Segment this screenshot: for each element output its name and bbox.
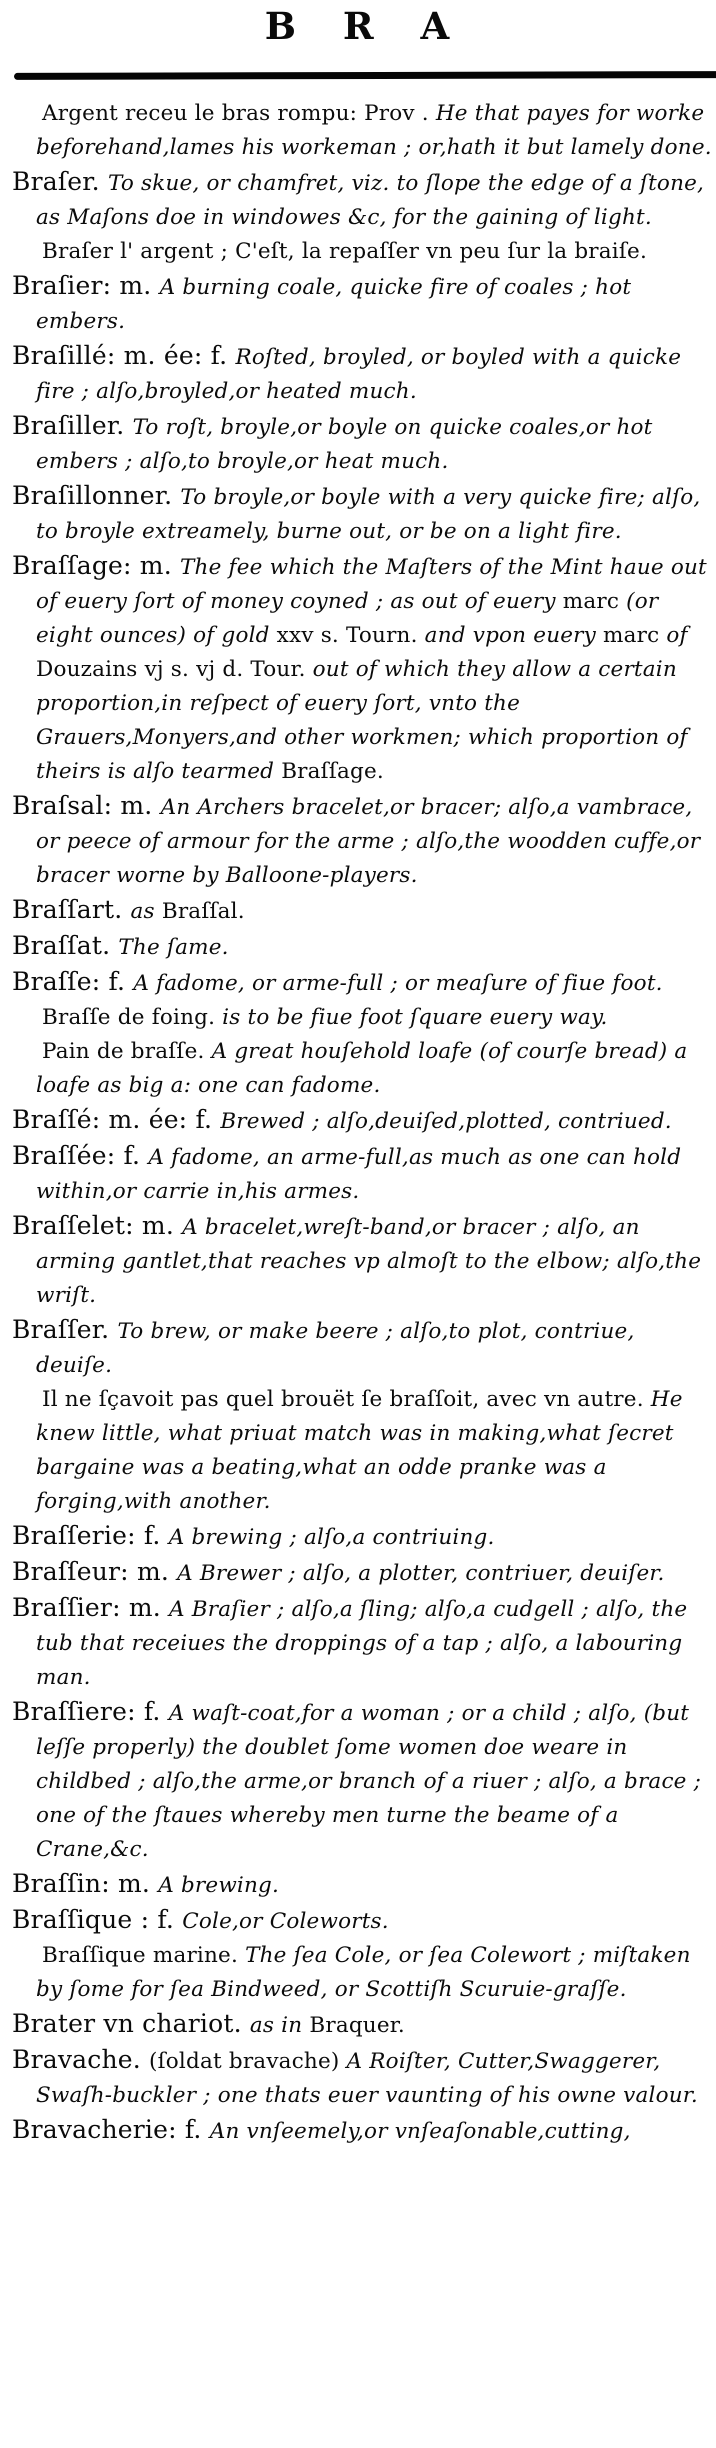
entry-headword: Braſillé: m. ée: f.: [12, 341, 236, 370]
entry-text-segment: He that payes for worke beforehand,lames his workeman ; or,hath it but lamely done.: [36, 101, 712, 160]
entry-text-segment: An vnſeemely,or vnſeaſonable,cutting,: [209, 2119, 631, 2144]
entry-text-segment: marc: [603, 623, 667, 648]
dictionary-entry: [6, 965, 714, 1001]
entry-text-segment: Braſer l' argent ; C'eſt, la repaſſer vn peu ſur la braiſe.: [42, 239, 647, 264]
entry-text-segment: An Archers bracelet,or bracer; alſo,a vambrace, or peece of armour for the arme ; alſo,the woodden cuffe,or bracer worne by Balloone-players.: [36, 795, 701, 888]
entry-text-segment: Roſted, broyled, or boyled with a quicke fire ; alſo,broyled,or heated much.: [36, 345, 682, 404]
entry-headword: Braſſiere: f.: [12, 1697, 169, 1726]
dictionary-entry: [6, 1209, 714, 1313]
dictionary-entry: [6, 1139, 714, 1209]
entry-text-segment: A waſt-coat,for a woman ; or a child ; alſo, (but leſſe properly) the doublet ſome women doe weare in childbed ; alſo,the arme,or branch of a riuer ; alſo, a brace ; one of the ſtaues whereby men turne the beame of a Crane,&c.: [36, 1701, 702, 1862]
dictionary-entry: [6, 1591, 714, 1695]
entry-text-segment: A great houſehold loafe (of courſe bread) a loafe as big a: one can fadome.: [36, 1039, 688, 1098]
entry-headword: Braſſin: m.: [12, 1869, 159, 1898]
entry-text-segment: Braſſal.: [161, 899, 245, 924]
dictionary-entry: [6, 269, 714, 339]
entry-text-segment: The ſea Cole, or ſea Colewort ; miſtaken by ſome for ſea Bindweed, or Scottiſh Scuruie-graſſe.: [36, 1943, 691, 2002]
entry-text-segment: Braſſe de foing.: [42, 1005, 223, 1030]
entry-headword: Braſſé: m. ée: f.: [12, 1105, 221, 1134]
entry-headword: Bravacherie: f.: [12, 2115, 210, 2144]
entry-text-segment: To brew, or make beere ; alſo,to plot, contriue, deuiſe.: [36, 1319, 635, 1378]
entry-headword: Braſer.: [12, 167, 108, 196]
dictionary-entry: [6, 1383, 714, 1519]
dictionary-entry: [6, 1867, 714, 1903]
dictionary-entry: [6, 1519, 714, 1555]
entry-headword: Braſſier: m.: [12, 1593, 170, 1622]
dictionary-entry: [6, 97, 714, 165]
entry-headword: Braſſe: f.: [12, 967, 134, 996]
entry-headword: Braſillonner.: [12, 481, 181, 510]
entry-headword: Braſſeur: m.: [12, 1557, 178, 1586]
dictionary-entry: [6, 789, 714, 893]
dictionary-entry: [6, 1555, 714, 1591]
entry-text-segment: (ſoldat bravache): [149, 2049, 347, 2074]
entry-text-segment: A bracelet,wreſt-band,or bracer ; alſo, an arming gantlet,that reaches vp almoſt to the elbow; alſo,the wriſt.: [36, 1215, 702, 1308]
dictionary-entry: [6, 1103, 714, 1139]
entry-text-segment: A fadome, or arme-full ; or meaſure of fiue foot.: [133, 971, 663, 996]
entry-text-segment: as in: [249, 2013, 310, 2038]
dictionary-entry: [6, 2007, 714, 2043]
dictionary-entry: [6, 409, 714, 479]
entry-text-segment: Braquer.: [309, 2013, 405, 2038]
dictionary-entry: [6, 929, 714, 965]
dictionary-entry: [6, 1035, 714, 1103]
entry-headword: Braſſart.: [12, 895, 131, 924]
entry-text-segment: Brewed ; alſo,deuiſed,plotted, contriued.: [220, 1109, 672, 1134]
dictionary-entry: [6, 549, 714, 789]
dictionary-entry: [6, 1939, 714, 2007]
dictionary-entry: [6, 893, 714, 929]
entry-text-segment: marc: [562, 589, 627, 614]
entry-text-segment: Il ne ſçavoit pas quel brouët ſe braſſoit, avec vn autre.: [42, 1387, 651, 1412]
entry-text-segment: as: [130, 899, 162, 924]
dictionary-entry: [6, 2043, 714, 2113]
entry-text-segment: out of which they allow a certain proportion,in reſpect of euery ſort, vnto the Grauers,Monyers,and other workmen; which proportion of theirs is alſo tearmed: [36, 657, 688, 784]
entry-text-segment: Argent receu le bras rompu: Prov .: [42, 101, 436, 126]
entry-text-segment: The ſame.: [118, 935, 229, 960]
dictionary-entry: [6, 1313, 714, 1383]
entry-text-segment: Pain de braſſe.: [42, 1039, 212, 1064]
entry-text-segment: To broyle,or boyle with a very quicke fire; alſo, to broyle extreamely, burne out, or be on a light fire.: [36, 485, 701, 544]
entry-text-segment: of: [666, 623, 688, 648]
entry-text-segment: To roſt, broyle,or boyle on quicke coales,or hot embers ; alſo,to broyle,or heat much.: [36, 415, 653, 474]
entry-text-segment: A burning coale, quicke fire of coales ; hot embers.: [36, 275, 632, 334]
entry-text-segment: A fadome, an arme-full,as much as one can hold within,or carrie in,his armes.: [36, 1145, 682, 1204]
entry-headword: Braſsal: m.: [12, 791, 161, 820]
dictionary-entry: [6, 165, 714, 235]
dictionary-entry: [6, 1001, 714, 1035]
entry-text-segment: Braſſage.: [281, 759, 384, 784]
entry-text-segment: Braſſique marine.: [42, 1943, 246, 1968]
entry-headword: Braſſer.: [12, 1315, 118, 1344]
entry-headword: Bravache.: [12, 2045, 150, 2074]
dictionary-entry: [6, 2113, 714, 2149]
entry-text-segment: To skue, or chamfret, viz. to ſlope the edge of a ſtone, as Maſons doe in windowes &c, for the gaining of light.: [36, 171, 705, 230]
entry-text-segment: Cole,or Coleworts.: [182, 1909, 389, 1934]
entry-headword: Braſſage: m.: [12, 551, 181, 580]
entry-text-segment: A Roiſter, Cutter,Swaggerer, Swaſh-buckler ; one thats euer vaunting of his owne valour.: [36, 2049, 698, 2108]
entry-headword: Braſſerie: f.: [12, 1521, 169, 1550]
dictionary-entry: [6, 1695, 714, 1867]
entry-headword: Braſſelet: m.: [12, 1211, 183, 1240]
entry-text-segment: A Brewer ; alſo, a plotter, contriuer, deuiſer.: [177, 1561, 665, 1586]
entry-text-segment: Douzains vj s. vj d. Tour.: [36, 657, 313, 682]
entry-text-segment: is to be fiue foot ſquare euery way.: [222, 1005, 608, 1030]
entry-headword: Braſiller.: [12, 411, 133, 440]
entry-headword: Braſſique : f.: [12, 1905, 183, 1934]
entry-text-segment: A brewing ; alſo,a contriuing.: [168, 1525, 495, 1550]
entry-headword: Braſſée: f.: [12, 1141, 149, 1170]
dictionary-entry: [6, 339, 714, 409]
entry-text-segment: The fee which the Maſters of the Mint haue out of euery ſort of money coyned ; as out of euery: [36, 555, 707, 614]
entry-headword: Braſier: m.: [12, 271, 160, 300]
entry-text-segment: (or eight ounces) of gold: [36, 589, 659, 648]
entry-text-segment: A Braſier ; alſo,a ſling; alſo,a cudgell ; alſo, the tub that receiues the droppings of a tap ; alſo, a labouring man.: [36, 1597, 688, 1690]
dictionary-entry: [6, 479, 714, 549]
entry-text-segment: A brewing.: [158, 1873, 280, 1898]
entry-headword: Braſſat.: [12, 931, 119, 960]
running-head: B R A: [264, 4, 452, 48]
dictionary-entry: [6, 1903, 714, 1939]
entry-text-segment: and vpon euery: [424, 623, 604, 648]
entry-text-segment: He knew little, what priuat match was in making,what ſecret bargaine was a beating,what an odde pranke was a forging,with another.: [36, 1387, 683, 1514]
entry-headword: Brater vn chariot.: [12, 2009, 250, 2038]
entry-text-segment: xxv s. Tourn.: [276, 623, 425, 648]
dictionary-entries: [0, 79, 716, 2149]
dictionary-entry: [6, 235, 714, 269]
